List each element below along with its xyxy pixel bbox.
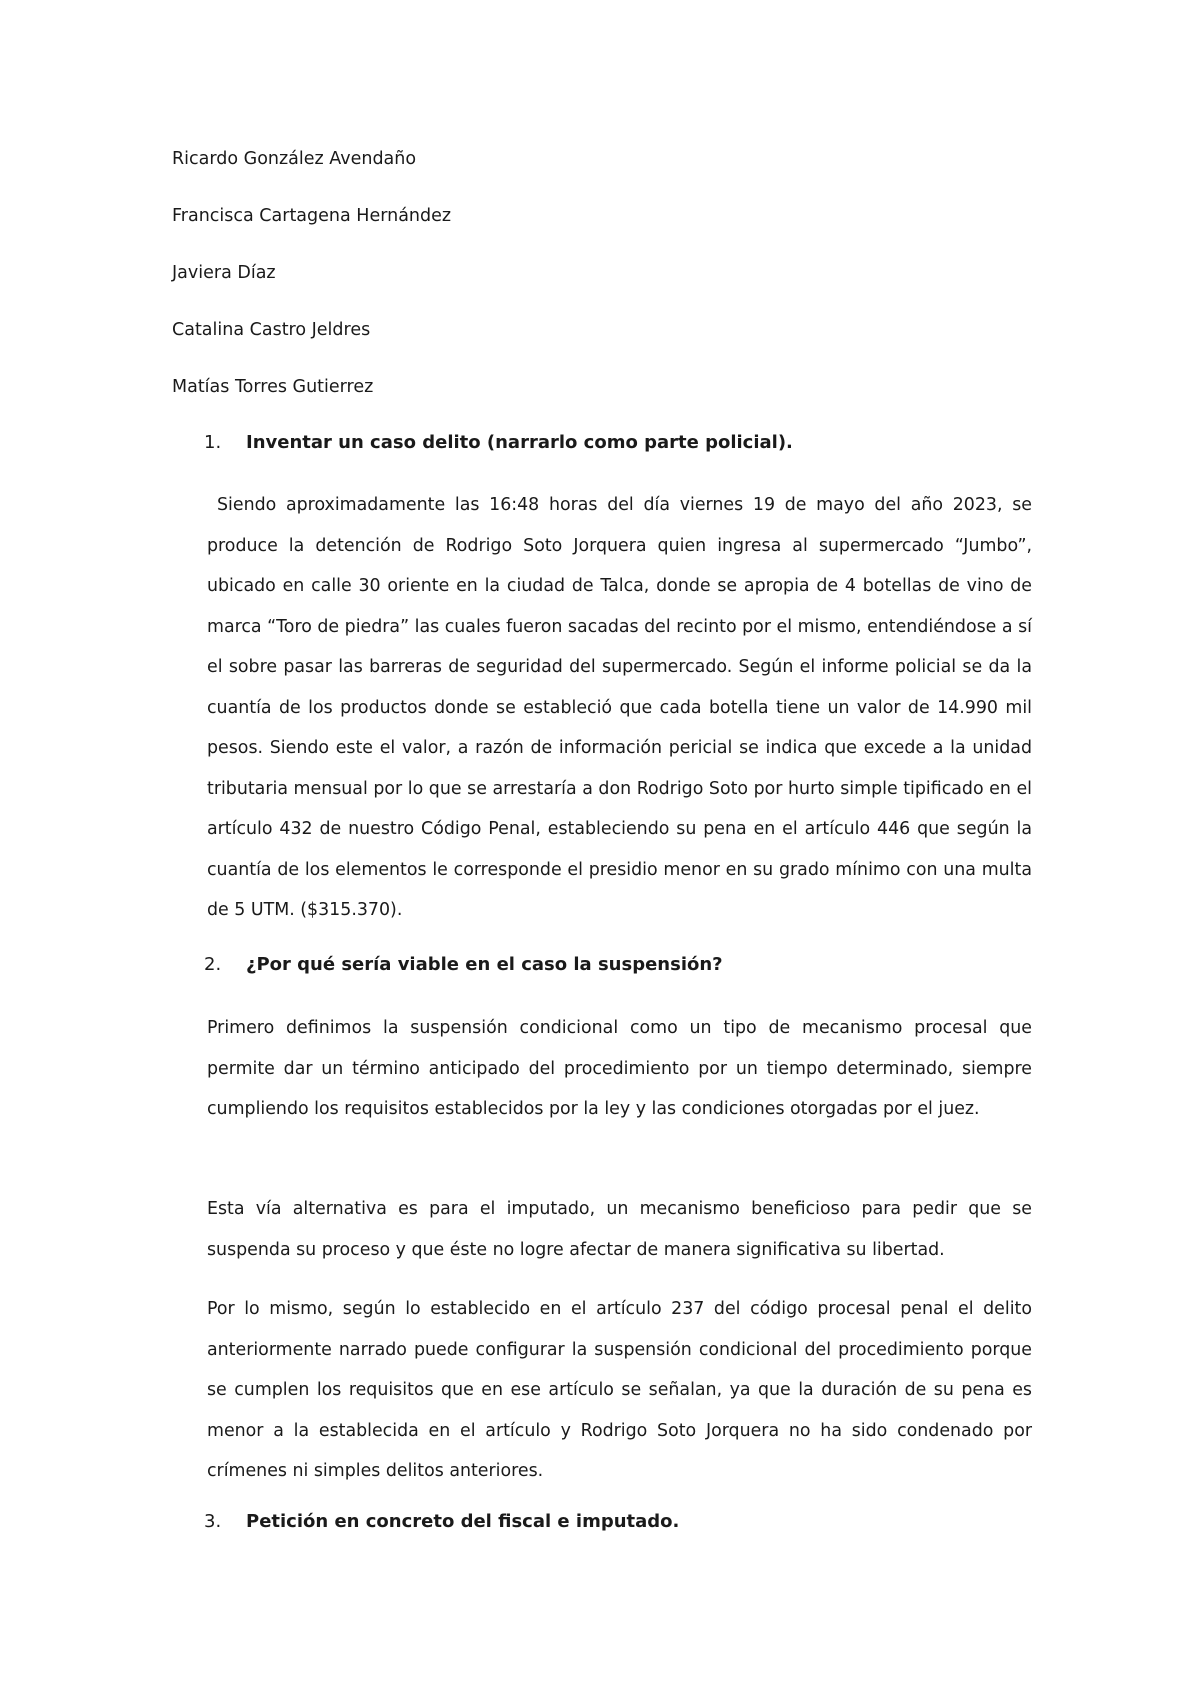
paragraph: Primero definimos la suspensión condicional como un tipo de mecanismo procesal que permite dar un término anticipado del procedimiento por un tiempo determinado, siempre cumpliendo los requisitos establecidos por la ley y las condiciones otorgadas por el juez. bbox=[207, 1018, 1032, 1119]
author-name: Matías Torres Gutierrez bbox=[172, 377, 374, 397]
section-number: 1. bbox=[204, 432, 222, 453]
author-name: Francisca Cartagena Hernández bbox=[172, 206, 452, 226]
section-title: Inventar un caso delito (narrarlo como parte policial). bbox=[246, 432, 793, 453]
paragraph: Siendo aproximadamente las 16:48 horas del día viernes 19 de mayo del año 2023, se produce la detención de Rodrigo Soto Jorquera quien ingresa al supermercado “Jumbo”, ubicado en calle 30 oriente en la ciudad de Talca, donde se apropia de 4 botellas de vino de marca “Toro de piedra” las cuales fueron sacadas del recinto por el mismo, entendiéndose a sí el sobre pasar las barreras de seguridad del supermercado. Según el informe policial se da la cuantía de los productos donde se estableció que cada botella tiene un valor de 14.990 mil pesos. Siendo este el valor, a razón de información pericial se indica que excede a la unidad tributaria mensual por lo que se arrestaría a don Rodrigo Soto por hurto simple tipificado en el artículo 432 de nuestro Código Penal, estableciendo su pena en el artículo 446 que según la cuantía de los elementos le corresponde el presidio menor en su grado mínimo con una multa de 5 UTM. ($315.370). bbox=[207, 495, 1032, 920]
section-number: 2. bbox=[204, 954, 222, 975]
author-name: Catalina Castro Jeldres bbox=[172, 320, 371, 340]
paragraph: Por lo mismo, según lo establecido en el artículo 237 del código procesal penal el delito anteriormente narrado puede configurar la suspensión condicional del procedimiento porque se cumplen los requisitos que en ese artículo se señalan, ya que la duración de su pena es menor a la establecida en el artículo y Rodrigo Soto Jorquera no ha sido condenado por crímenes ni simples delitos anteriores. bbox=[207, 1299, 1032, 1481]
paragraph: Esta vía alternativa es para el imputado, un mecanismo beneficioso para pedir que se suspenda su proceso y que éste no logre afectar de manera significativa su libertad. bbox=[207, 1199, 1032, 1260]
section-number: 3. bbox=[204, 1511, 222, 1532]
section-title: ¿Por qué sería viable en el caso la suspensión? bbox=[246, 954, 723, 975]
author-name: Javiera Díaz bbox=[172, 263, 276, 283]
section-title: Petición en concreto del fiscal e imputado. bbox=[246, 1511, 680, 1532]
author-name: Ricardo González Avendaño bbox=[172, 149, 417, 169]
